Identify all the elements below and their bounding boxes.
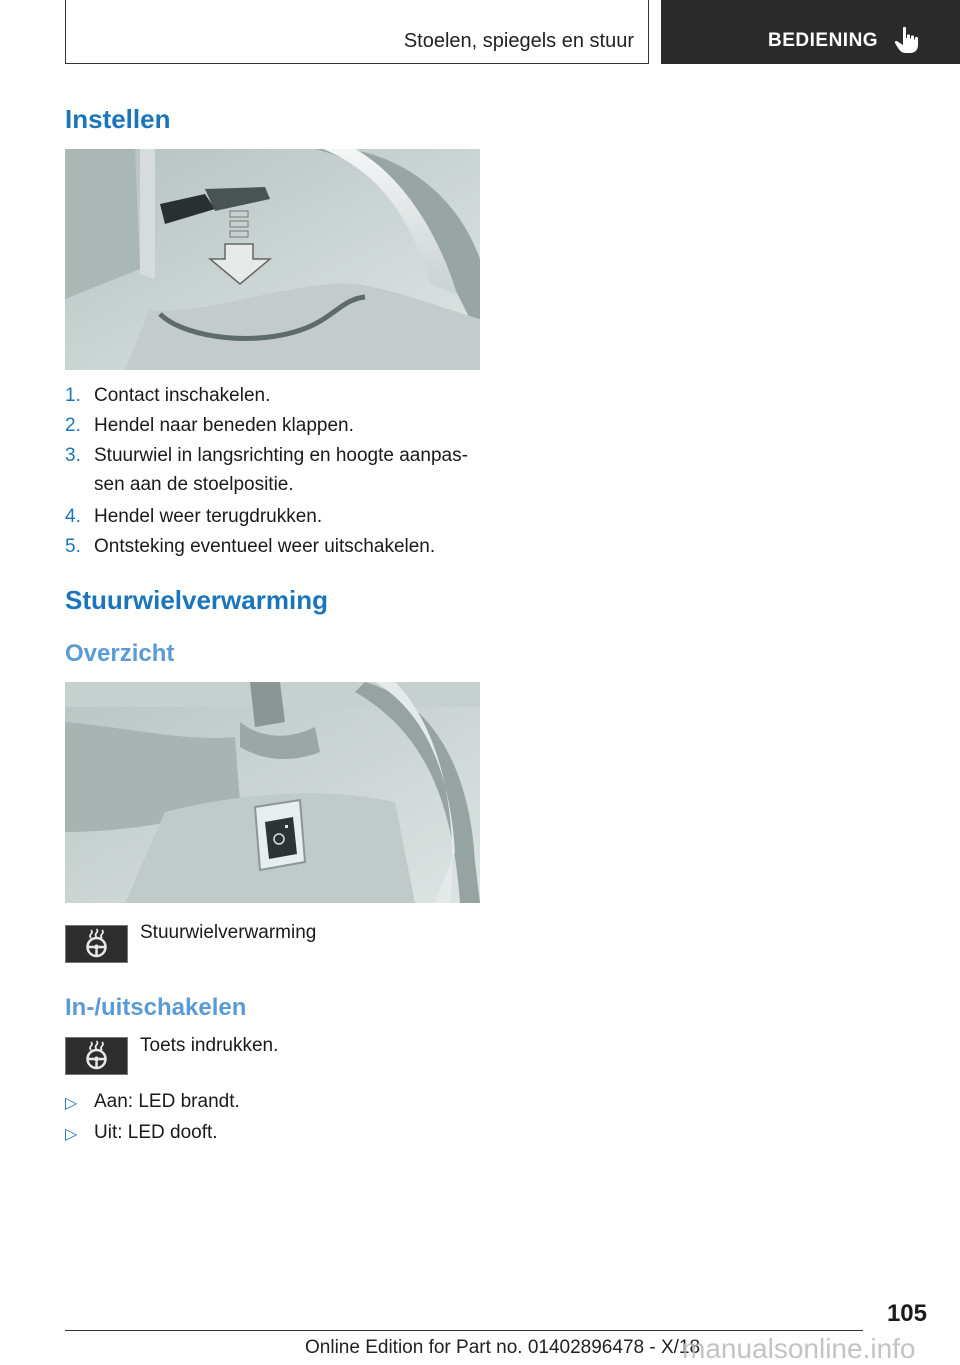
heated-steering-wheel-icon [65, 925, 128, 963]
header-chapter-box [65, 0, 649, 64]
subsection-title-overzicht: Overzicht [65, 640, 175, 667]
step-text: sen aan de stoelpositie. [94, 474, 294, 495]
subsection-title-in-uitschakelen: In-/uitschakelen [65, 994, 247, 1021]
heated-steering-wheel-icon [65, 1037, 128, 1075]
step-number: 1. [65, 385, 81, 406]
footer-edition: Online Edition for Part no. 01402896478 - X/18 [305, 1337, 701, 1358]
footer-divider [65, 1330, 863, 1331]
step-text: Contact inschakelen. [94, 385, 271, 406]
step-number: 5. [65, 536, 81, 557]
header-chapter-title: Stoelen, spiegels en stuur [403, 30, 634, 52]
watermark: manualsonline.info [682, 1333, 916, 1364]
symbol-label: Toets indrukken. [140, 1035, 279, 1056]
bullet-text: Aan: LED brandt. [94, 1091, 240, 1112]
bullet-triangle-icon: ▷ [65, 1126, 78, 1143]
step-text: Ontsteking eventueel weer uitschakelen. [94, 536, 436, 557]
steering-column-lever-photo [65, 149, 480, 370]
step-text: Hendel weer terugdrukken. [94, 506, 323, 527]
steering-column-button-photo [65, 682, 480, 903]
section-title-stuurwielverwarming: Stuurwielverwarming [65, 585, 328, 615]
step-text: Stuurwiel in langsrichting en hoogte aanpas- [94, 445, 468, 466]
header-section-title: BEDIENING [768, 30, 879, 51]
step-number: 2. [65, 415, 81, 436]
bullet-text: Uit: LED dooft. [94, 1122, 218, 1143]
step-number: 3. [65, 445, 81, 466]
section-title-instellen: Instellen [65, 104, 171, 134]
hand-pointer-icon [894, 26, 920, 54]
bullet-triangle-icon: ▷ [65, 1095, 78, 1112]
step-number: 4. [65, 506, 81, 527]
step-text: Hendel naar beneden klappen. [94, 415, 354, 436]
page-number: 105 [886, 1300, 927, 1327]
symbol-label: Stuurwielverwarming [140, 922, 317, 943]
